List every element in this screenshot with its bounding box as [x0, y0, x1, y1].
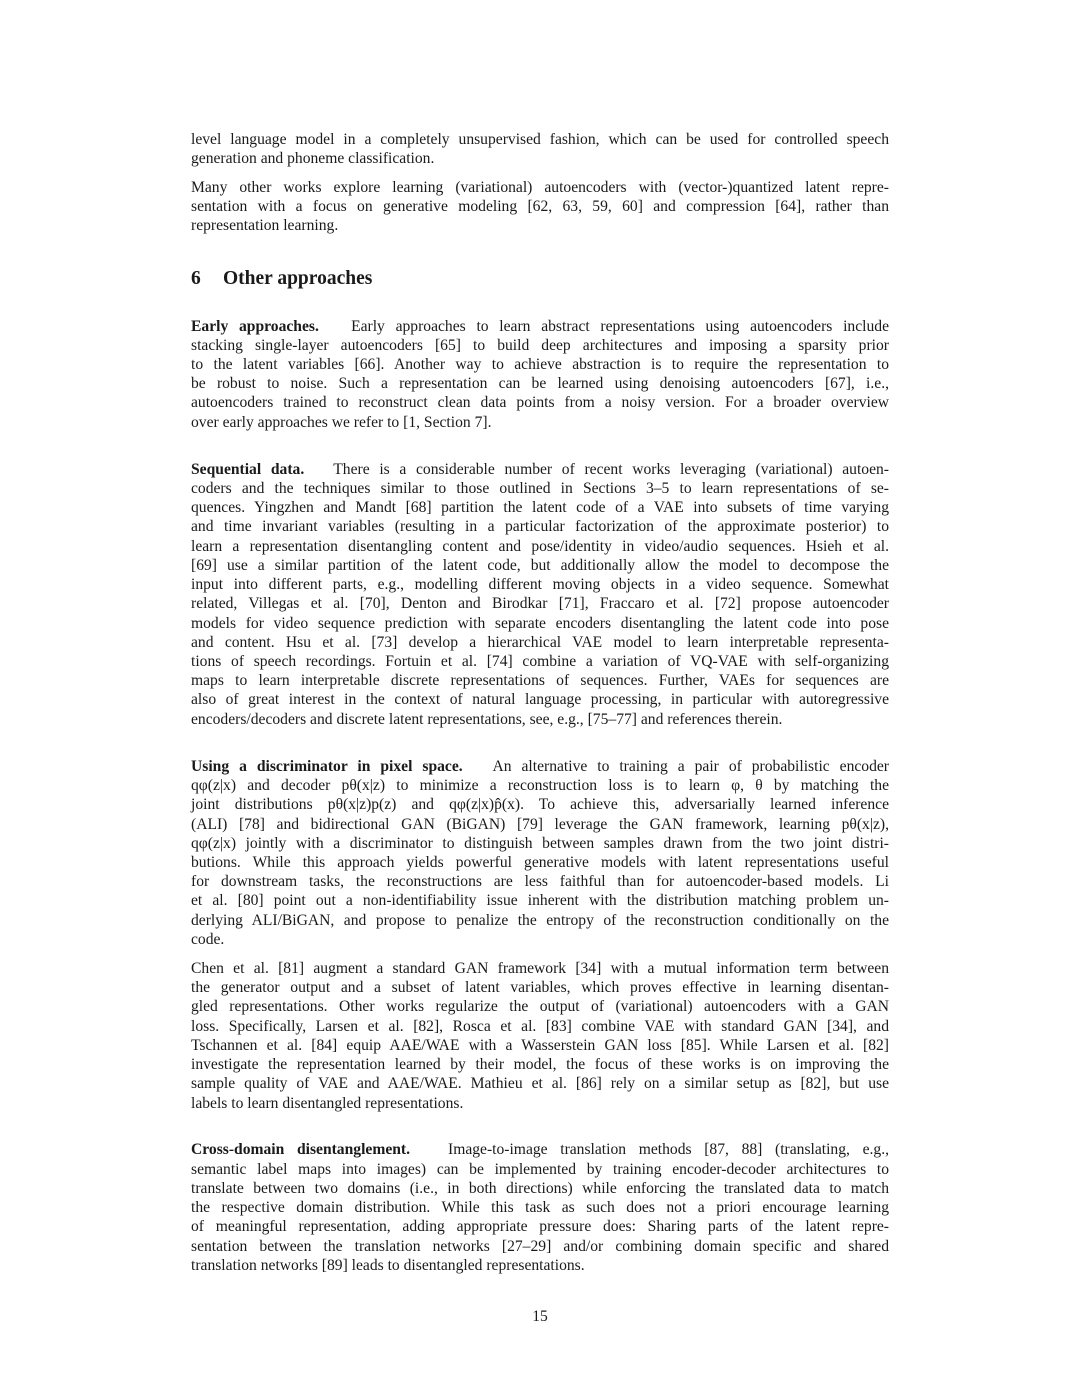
text-line: related, Villegas et al. [70], Denton and Birodkar [71], Fraccaro et al. [72] propose autoencoder — [191, 595, 889, 612]
text-line: derlying ALI/BiGAN, and propose to penalize the entropy of the reconstruction conditionally on the — [191, 912, 889, 929]
text-line: encoders/decoders and discrete latent representations, see, e.g., [75–77] and references therein. — [191, 711, 783, 728]
page-number: 15 — [532, 1308, 548, 1325]
text-line: autoencoders trained to reconstruct clean data points from a noisy version. For a broader overview — [191, 394, 889, 411]
text-span: Image-to-image translation methods [87, 88] (translating, e.g., — [448, 1141, 890, 1158]
text-line: (ALI) [78] and bidirectional GAN (BiGAN) [79] leverage the GAN framework, learning pθ(x|z), — [191, 816, 889, 833]
section-title: Other approaches — [223, 268, 373, 289]
text-line: input into different parts, e.g., modelling different moving objects in a video sequence. Somewhat — [191, 576, 889, 593]
paragraph-first-line — [191, 1140, 889, 1159]
text-line: code. — [191, 931, 225, 948]
text-line: of meaningful representation, adding appropriate pressure does: Sharing parts of the latent repre- — [191, 1218, 889, 1235]
text-line: for downstream tasks, the reconstructions are less faithful than for autoencoder-based models. Li — [191, 873, 889, 890]
text-line: sample quality of VAE and AAE/WAE. Mathieu et al. [86] rely on a similar setup as [82], but use — [191, 1075, 889, 1092]
paragraph-heading: Sequential data. — [191, 461, 305, 478]
text-line: and content. Hsu et al. [73] develop a hierarchical VAE model to learn interpretable representa- — [191, 634, 889, 651]
text-span: Early approaches to learn abstract representations using autoencoders include — [351, 318, 889, 335]
text-line: Chen et al. [81] augment a standard GAN framework [34] with a mutual information term between — [191, 960, 889, 977]
paragraph-first-line — [191, 317, 889, 336]
text-line: joint distributions pθ(x|z)p(z) and qφ(z|x)p̂(x). To achieve this, adversarially learned inference — [191, 796, 889, 813]
text-span: An alternative to training a pair of probabilistic encoder — [492, 758, 889, 775]
text-line: over early approaches we refer to [1, Section 7]. — [191, 414, 492, 431]
text-line: qφ(z|x) jointly with a discriminator to distinguish between samples drawn from the two joint distri- — [191, 835, 889, 852]
text-line: to the latent variables [66]. Another way to achieve abstraction is to require the representation to — [191, 356, 889, 373]
text-line: translation networks [89] leads to disentangled representations. — [191, 1257, 585, 1274]
text-line: loss. Specifically, Larsen et al. [82], Rosca et al. [83] combine VAE with standard GAN [34], and — [191, 1018, 889, 1035]
text-line: Many other works explore learning (variational) autoencoders with (vector-)quantized latent repre- — [191, 179, 889, 196]
text-span: There is a considerable number of recent works leveraging (variational) autoen- — [333, 461, 890, 478]
text-line: the generator output and a subset of latent variables, which proves effective in learning disentan- — [191, 979, 889, 996]
text-line: coders and the techniques similar to those outlined in Sections 3–5 to learn representations of se- — [191, 480, 889, 497]
text-line: Tschannen et al. [84] equip AAE/WAE with a Wasserstein GAN loss [85]. While Larsen et al. [82] — [191, 1037, 889, 1054]
text-line: investigate the representation learned by their model, the focus of these works is on improving the — [191, 1056, 889, 1073]
text-line: translate between two domains (i.e., in both directions) while enforcing the translated data to match — [191, 1180, 889, 1197]
section-heading — [191, 268, 372, 290]
text-line: [69] use a similar partition of the latent code, but additionally allow the model to decompose the — [191, 557, 889, 574]
text-line: tions of speech recordings. Fortuin et al. [74] combine a variation of VQ-VAE with self-organizing — [191, 653, 889, 670]
text-line: sentation between the translation networks [27–29] and/or combining domain specific and shared — [191, 1238, 889, 1255]
text-line: gled representations. Other works regularize the output of (variational) autoencoders with a GAN — [191, 998, 889, 1015]
text-line: also of great interest in the context of natural language processing, in particular with autoregressive — [191, 691, 889, 708]
text-line: representation learning. — [191, 217, 339, 234]
text-line: et al. [80] point out a non-identifiability issue inherent with the distribution matching problem un- — [191, 892, 889, 909]
text-line: level language model in a completely unsupervised fashion, which can be used for controlled speech — [191, 131, 889, 148]
paragraph-heading: Using a discriminator in pixel space. — [191, 758, 463, 775]
paragraph-heading: Early approaches. — [191, 318, 319, 335]
text-line: quences. Yingzhen and Mandt [68] partition the latent code of a VAE into subsets of time varying — [191, 499, 889, 516]
text-line: maps to learn interpretable discrete representations of sequences. Further, VAEs for sequences are — [191, 672, 889, 689]
text-line: generation and phoneme classification. — [191, 150, 435, 167]
text-line: semantic label maps into images) can be implemented by training encoder-decoder architectures to — [191, 1161, 889, 1178]
paragraph-first-line — [191, 460, 889, 479]
text-line: labels to learn disentangled representations. — [191, 1095, 464, 1112]
paragraph-heading: Cross-domain disentanglement. — [191, 1141, 411, 1158]
text-line: be robust to noise. Such a representation can be learned using denoising autoencoders [67], i.e., — [191, 375, 889, 392]
text-line: models for video sequence prediction with separate encoders disentangling the latent code into pose — [191, 615, 889, 632]
paragraph-first-line — [191, 757, 889, 776]
text-line: sentation with a focus on generative modeling [62, 63, 59, 60] and compression [64], rather than — [191, 198, 889, 215]
text-line: the respective domain distribution. While this task as such does not a priori encourage learning — [191, 1199, 889, 1216]
text-line: learn a representation disentangling content and pose/identity in video/audio sequences. Hsieh et al. — [191, 538, 889, 555]
text-line: qφ(z|x) and decoder pθ(x|z) to minimize a reconstruction loss is to learn φ, θ by matching the — [191, 777, 889, 794]
text-line: and time invariant variables (resulting in a particular factorization of the approximate posterior) to — [191, 518, 889, 535]
section-number: 6 — [191, 268, 201, 289]
text-line: stacking single-layer autoencoders [65] to build deep architectures and imposing a sparsity prior — [191, 337, 889, 354]
text-line: butions. While this approach yields powerful generative models with latent representations useful — [191, 854, 889, 871]
